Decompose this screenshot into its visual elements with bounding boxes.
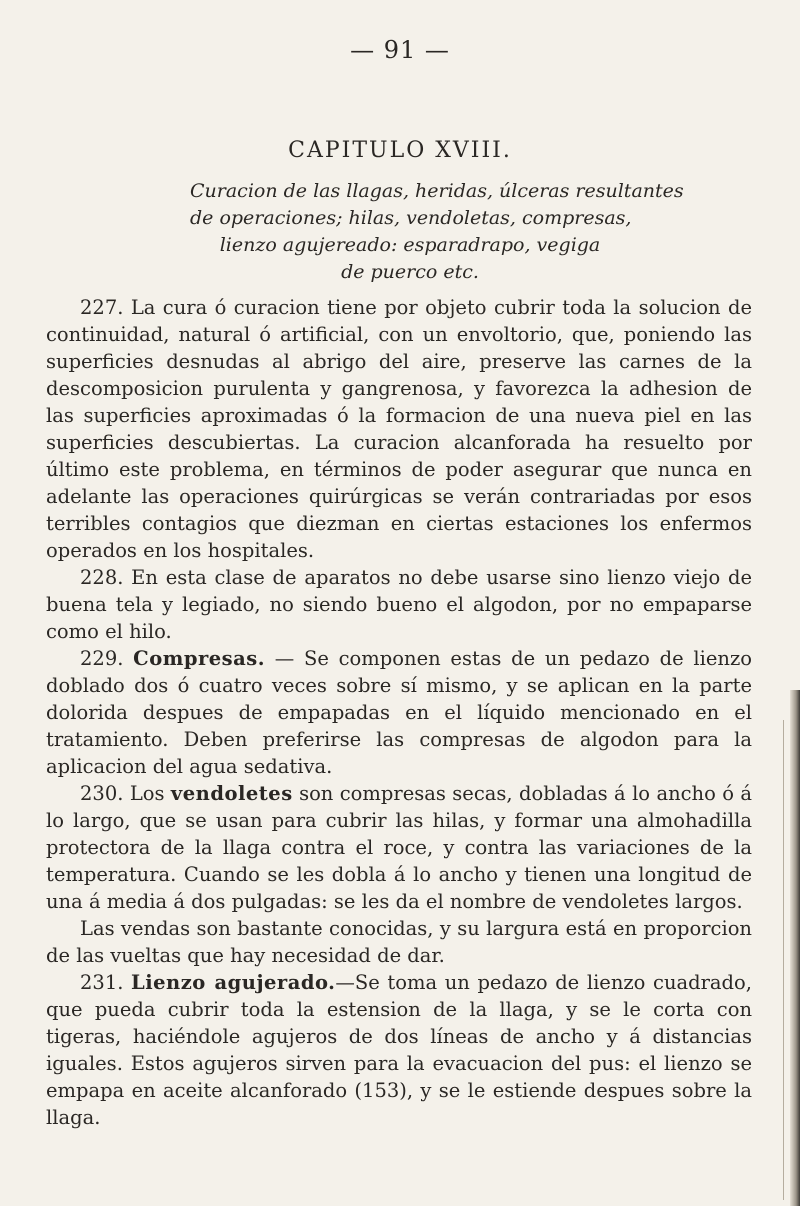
paragraph-number: 230.: [80, 782, 124, 805]
subtitle-line: de operaciones; hilas, vendoletas, compresas,: [190, 207, 632, 229]
term-vendoletes: vendoletes: [170, 782, 293, 805]
term-lienzo-agujerado: Lienzo agujerado.: [131, 971, 336, 994]
paragraph-228: 228. En esta clase de aparatos no debe usarse sino lienzo viejo de buena tela y legiado, no siendo bueno el algodon, por no empaparse como el hilo.: [46, 566, 752, 643]
chapter-heading: CAPITULO XVIII.: [288, 138, 512, 163]
page-edge-line: [783, 720, 784, 1200]
paragraph-230: [46, 780, 752, 915]
chapter-subtitle: [190, 178, 684, 286]
paragraph-number: 231.: [80, 971, 124, 994]
binding-edge-shadow: [790, 690, 800, 1206]
subtitle-line: Curacion de las llagas, heridas, úlceras resultantes: [190, 180, 684, 202]
paragraph-229: [46, 645, 752, 780]
body-text: [46, 294, 752, 1131]
paragraph-text: Los: [123, 782, 171, 805]
paragraph-227: 227. La cura ó curacion tiene por objeto cubrir toda la solucion de continuidad, natural ó artificial, con un envoltorio, que, poniendo las superficies desnudas al abrigo del aire, preserve las carnes de la descomposicion purulenta y gangrenosa, y favorezca la adhesion de las superficies aproximadas ó la formacion de una nueva piel en las superficies descubiertas. La curacion alcanforada ha resuelto por último este problema, en términos de poder asegurar que nunca en adelante las operaciones quirúrgicas se verán contrariadas por esos terribles contagios que diezman en ciertas estaciones los enfermos operados en los hospitales.: [46, 296, 752, 562]
subtitle-line: lienzo agujereado: esparadrapo, vegiga: [219, 234, 601, 256]
term-compresas: Compresas.: [133, 647, 266, 670]
paragraph-vendas: Las vendas son bastante conocidas, y su largura está en proporcion de las vueltas que hay necesidad de dar.: [46, 917, 752, 967]
paragraph-text: —Se toma un pedazo de lienzo cuadrado, que pueda cubrir toda la estension de la llaga, y se le corta con tigeras, haciéndole agujeros de dos líneas de ancho y á distancias iguales. Estos agujeros sirven para la evacuacion del pus: el lienzo se empapa en aceite alcanforado (153), y se le estiende despues sobre la llaga.: [46, 971, 752, 1129]
paragraph-231: [46, 969, 752, 1131]
subtitle-line: de puerco etc.: [341, 261, 479, 283]
paragraph-number: 229.: [80, 647, 124, 670]
page-number: — 91 —: [350, 36, 450, 64]
paragraph-text: son compresas secas, dobladas á lo ancho ó á lo largo, que se usan para cubrir las hilas, y formar una almohadilla protectora de la llaga contra el roce, y contra las variaciones de la temperatura. Cuando se les dobla á lo ancho y tienen una longitud de una á media á dos pulgadas: se les da el nombre de vendoletes largos.: [46, 782, 752, 913]
paragraph-text: — Se componen estas de un pedazo de lienzo doblado dos ó cuatro veces sobre sí mismo, y se aplican en la parte dolorida despues de empapadas en el líquido mencionado en el tratamiento. Deben preferirse las compresas de algodon para la aplicacion del agua sedativa.: [46, 647, 752, 778]
